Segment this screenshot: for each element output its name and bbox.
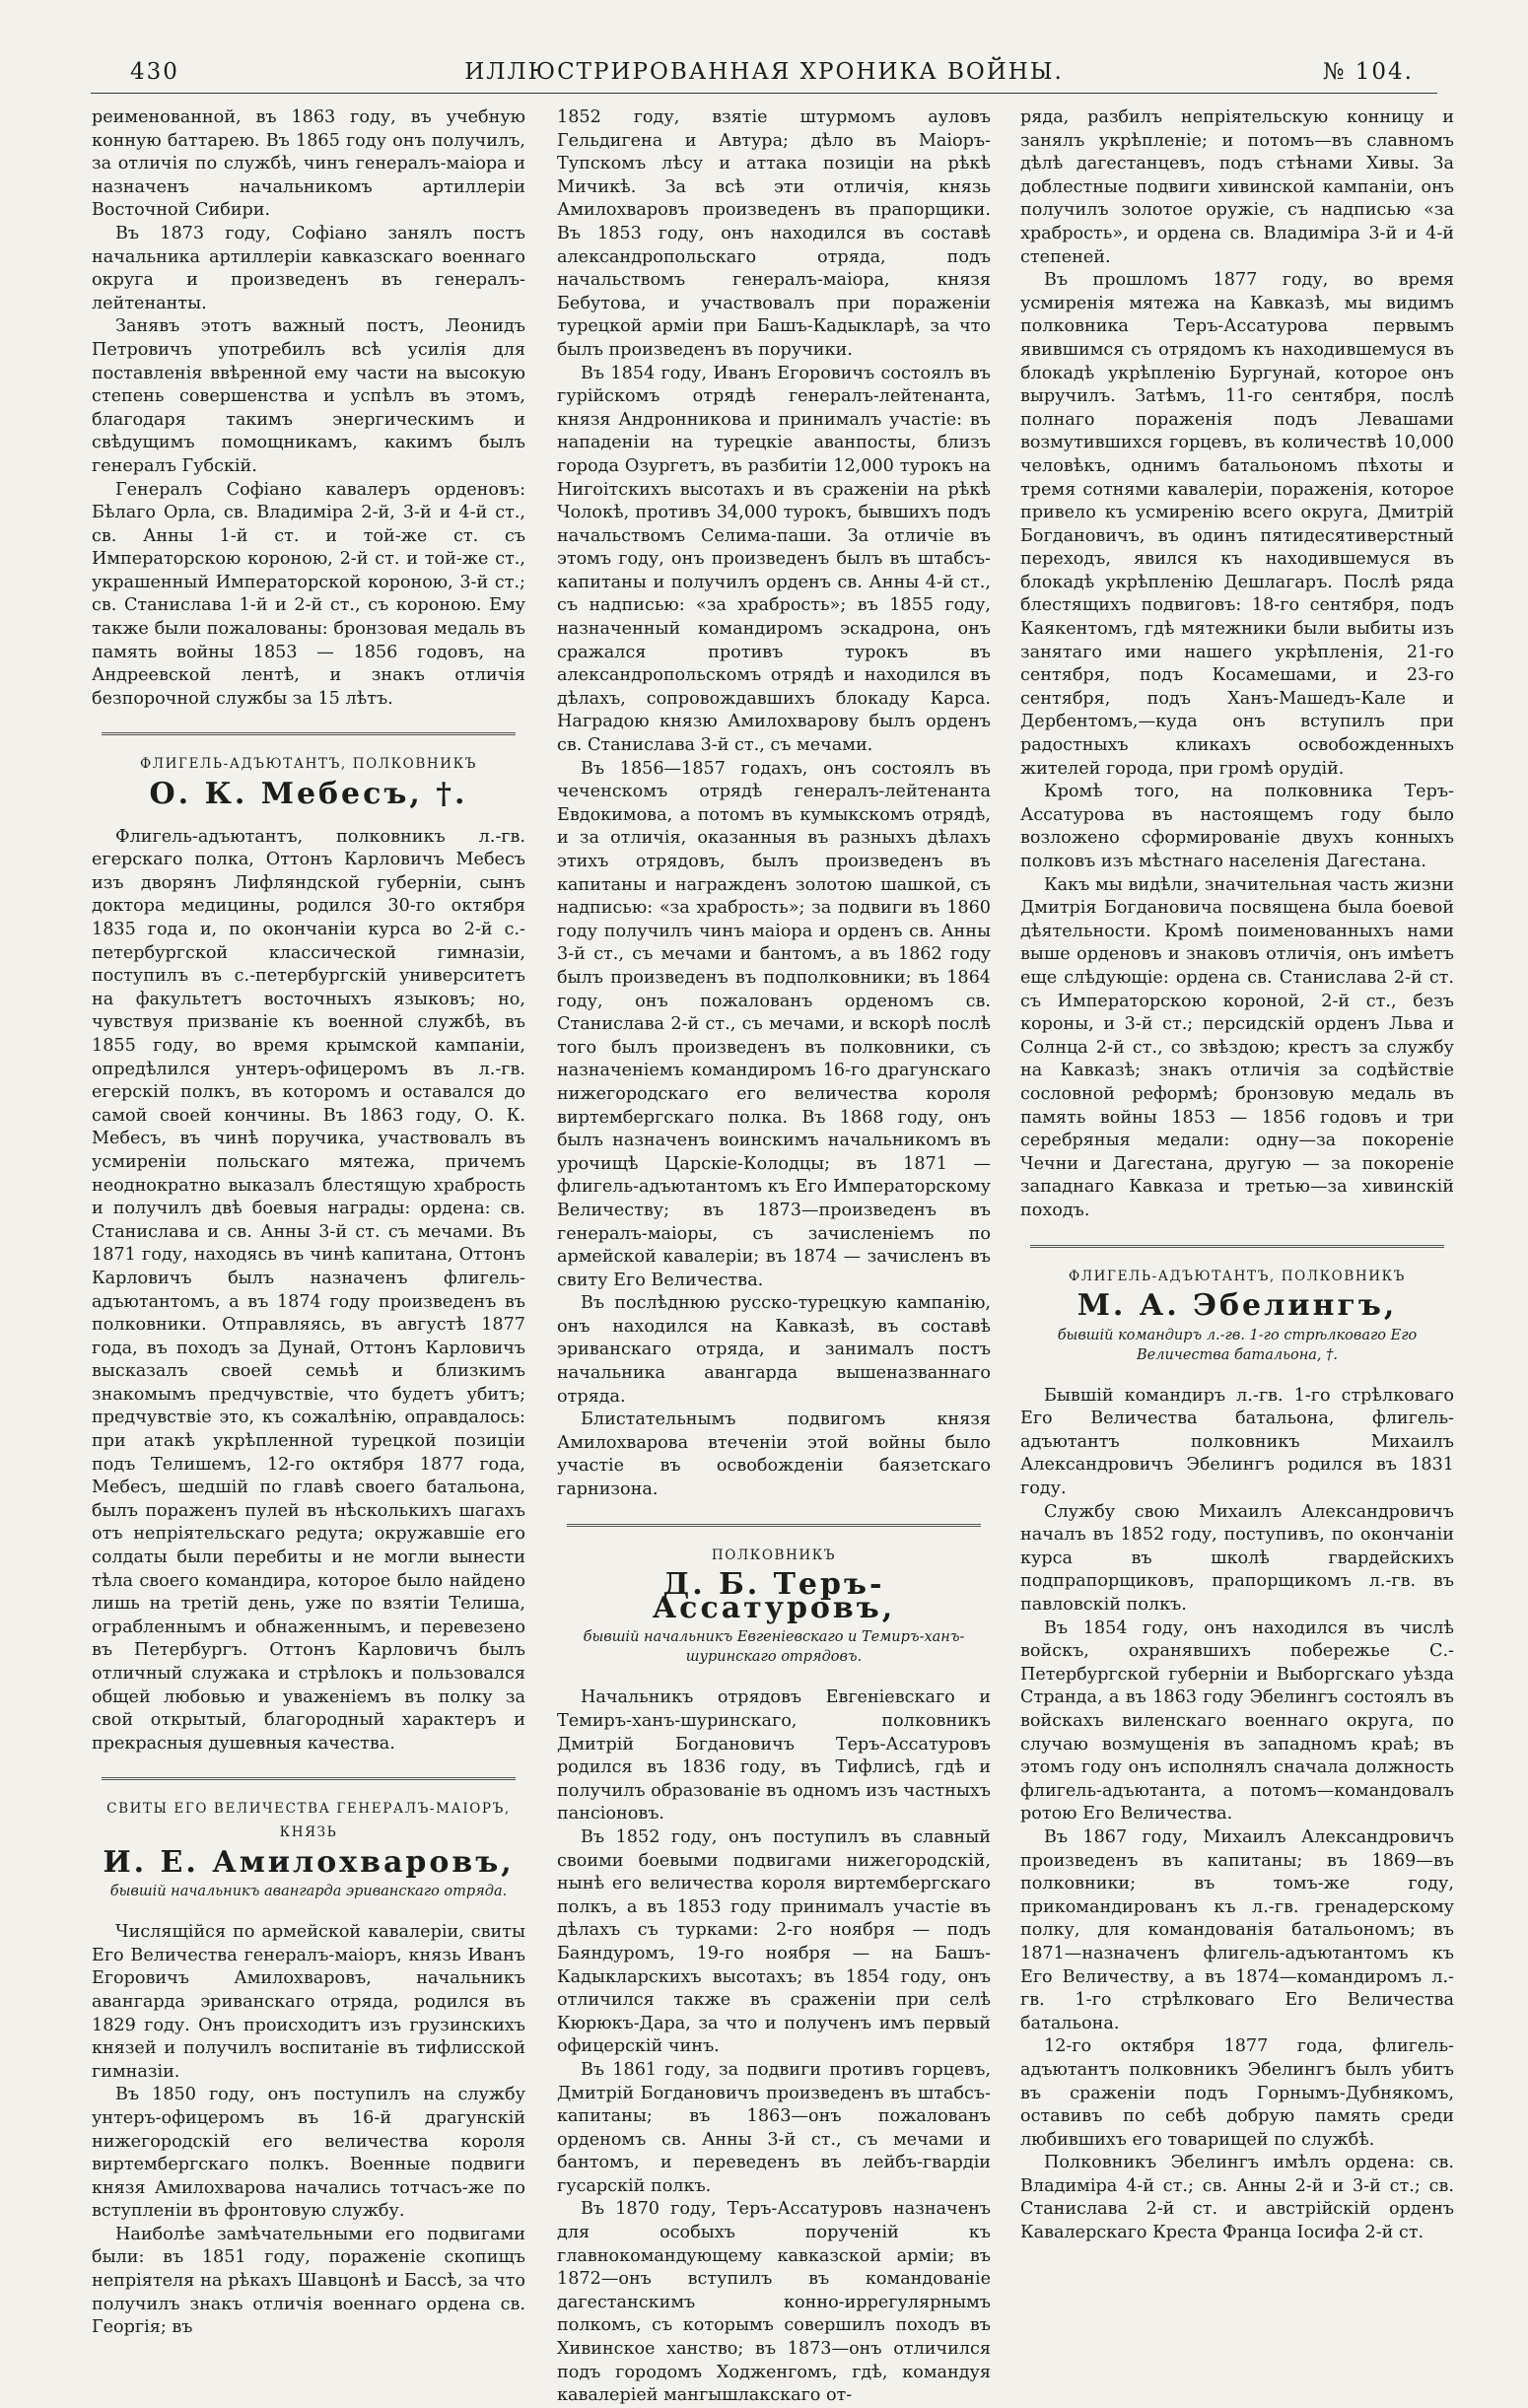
section-divider: [567, 1524, 981, 1527]
paragraph: 12-го октября 1877 года, флигель-адъютантъ полковникъ Эбелингъ былъ убитъ въ сраженіи подъ Горнымъ-Дубнякомъ, оставивъ по себѣ добрую память среди любившихъ его товарищей по службѣ.: [1020, 2036, 1454, 2150]
paragraph: Въ 1852 году, онъ поступилъ въ славный своими боевыми подвигами нижегородскій, нынѣ его величества короля виртембергскаго полкъ, а въ 1853 году принималъ участіе въ дѣлахъ съ турками: 2-го ноября — подъ Баяндуромъ, 19-го ноября — на Башъ-Кадыкларскихъ высотахъ; въ 1854 году, онъ отличился также въ сраженіи при селѣ Кюрюкъ-Дара, за что и полученъ имъ первый офицерскій чинъ.: [557, 1826, 991, 2057]
paragraph: Бывшій командиръ л.-гв. 1-го стрѣлковаго Его Величества батальона, флигель-адъютантъ полковникъ Михаилъ Александровичъ Эбелингъ родился въ 1831 году.: [1020, 1385, 1454, 1499]
bio-rank: СВИТЫ ЕГО ВЕЛИЧЕСТВА ГЕНЕРАЛЪ-МАІОРЪ, КНЯЗЬ: [106, 1801, 511, 1840]
paragraph: Въ 1854 году, онъ находился въ числѣ войскъ, охранявшихъ побережье С.-Петербургской губерніи и Выборгскаго уѣзда Странда, а въ 1863 году Эбелингъ состоялъ въ войскахъ виленскаго военнаго округа, по случаю возмущенія въ западномъ краѣ; въ этомъ году онъ исполнялъ сначала должность флигель-адъютанта, а потомъ—командовалъ ротою Его Величества.: [1020, 1617, 1454, 1824]
page-number: 430: [130, 59, 179, 85]
bio-name: Д. Б. Теръ-Ассатуровъ,: [652, 1567, 896, 1625]
bio-name: М. А. Эбелингъ,: [1077, 1288, 1398, 1324]
paragraph: Въ послѣднюю русско-турецкую кампанію, онъ находился на Кавказѣ, въ составѣ эриванскаго отряда, и занималъ постъ начальника авангарда вышеназваннаго отряда.: [557, 1293, 991, 1407]
bio-subtitle: бывшій начальникъ авангарда эриванскаго отряда.: [109, 1884, 508, 1900]
paragraph: Въ 1856—1857 годахъ, онъ состоялъ въ чеченскомъ отрядѣ генералъ-лейтенанта Евдокимова, а потомъ въ кумыкскомъ отрядѣ, и за отличія, оказанныя въ разныхъ дѣлахъ этихъ отрядовъ, былъ произведенъ въ капитаны и награжденъ золотою шашкой, съ надписью: «за храбрость»; за подвиги въ 1860 году получилъ чинъ маіора и орденъ св. Анны 3-й ст., съ мечами и бантомъ, а въ 1862 году былъ произведенъ въ подполковники; въ 1864 году, онъ пожалованъ орденомъ св. Станислава 2-й ст., съ мечами, и вскорѣ послѣ того былъ произведенъ въ полковники, съ назначеніемъ командиромъ 16-го драгунскаго нижегородскаго его величества короля виртембергскаго полка. Въ 1868 году, онъ былъ назначенъ воинскимъ начальникомъ въ урочищѣ Царскіе-Колодцы; въ 1871 — флигель-адъютантомъ къ Его Императорскому Величеству; въ 1873—произведенъ въ генералъ-маіоры, съ зачисленіемъ по армейской кавалеріи; въ 1874 — зачисленъ въ свиту Его Величества.: [557, 758, 991, 1290]
paragraph: Въ 1870 году, Теръ-Ассатуровъ назначенъ для особыхъ порученій къ главнокомандующему кавказской арміи; въ 1872—онъ вступилъ въ командованіе дагестанскимъ конно-иррегулярнымъ полкомъ, съ которымъ совершилъ походъ въ Хивинское ханство; въ 1873—онъ отличился подъ городомъ Ходженгомъ, гдѣ, командуя кавалеріей мангышлакскаго от-: [557, 2199, 991, 2406]
paragraph: Флигель-адъютантъ, полковникъ л.-гв. егерскаго полка, Оттонъ Карловичъ Мебесъ изъ дворянъ Лифляндской губерніи, сынъ доктора медицины, родился 30-го октября 1835 года и, по окончаніи курса во 2-й с.-петербургской классической гимназіи, поступилъ въ с.-петербургскій университетъ на факультетъ восточныхъ языковъ; но, чувствуя призваніе къ военной службѣ, въ 1855 году, во время крымской кампаніи, опредѣлился унтеръ-офицеромъ въ л.-гв. егерскій полкъ, въ которомъ и оставался до самой своей кончины. Въ 1863 году, О. К. Мебесъ, въ чинѣ поручика, участвовалъ въ усмиреніи польскаго мятежа, причемъ неоднократно выказалъ блестящую храбрость и получилъ двѣ боевыя награды: ордена: св. Станислава и св. Анны 3-й ст. съ мечами. Въ 1871 году, находясь въ чинѣ капитана, Оттонъ Карловичъ былъ назначенъ флигель-адъютантомъ, а въ 1874 году произведенъ въ полковники. Отправляясь, въ августѣ 1877 года, въ походъ за Дунай, Оттонъ Карловичъ высказалъ своей семьѣ и близкимъ знакомымъ предчувствіе, что будетъ убитъ; предчувствіе это, къ сожалѣнію, оправдалось: при атакѣ укрѣпленной турецкой позиціи подъ Телишемъ, 12-го октября 1877 года, Мебесъ, шедшій по главѣ своего батальона, былъ пораженъ пулей въ нѣсколькихъ шагахъ отъ непріятельскаго редута; окружавшіе его солдаты были перебиты и не могли вынести тѣла своего командира, которое было найдено лишь на третій день, уже по взятіи Телиша, ограбленнымъ и обнаженнымъ, и перевезено въ Петербургъ. Оттонъ Карловичъ былъ отличный служака и стрѣлокъ и пользовался общей любовью и уваженіемъ въ полку за свой открытый, благородный характеръ и прекрасныя душевныя качества.: [92, 826, 525, 1754]
paragraph: Въ 1854 году, Иванъ Егоровичъ состоялъ въ гурійскомъ отрядѣ генералъ-лейтенанта, князя Андронникова и принималъ участіе: въ нападеніи на турецкіе аванпосты, близъ города Озургетъ, въ разбитіи 12,000 турокъ на Нигоітскихъ высотахъ и въ сраженіи на рѣкѣ Чолокѣ, противъ 34,000 турокъ, бывшихъ подъ начальствомъ Селима-паши. За отличіе въ этомъ году, онъ произведенъ былъ въ штабсъ-капитаны и получилъ орденъ св. Анны 4-й ст., съ надписью: «за храбрость»; въ 1855 году, назначенный командиромъ эскадрона, онъ сражался противъ турокъ въ александропольскомъ отрядѣ и находился въ дѣлахъ, сопровождавшихъ блокаду Карса. Наградою князю Амилохварову былъ орденъ св. Станислава 3-й ст., съ мечами.: [557, 363, 991, 756]
paragraph: Занявъ этотъ важный постъ, Леонидъ Петровичъ употребилъ всѣ усилія для поставленія ввѣренной ему части на высокую степень совершенства и успѣлъ въ этомъ, благодаря такимъ энергическимъ и свѣдущимъ помощникамъ, какимъ былъ генералъ Губскій.: [92, 316, 525, 476]
bio-name: О. К. Мебесъ, †.: [149, 777, 468, 812]
paragraph: Въ прошломъ 1877 году, во время усмиренія мятежа на Кавказѣ, мы видимъ полковника Теръ-Ассатурова первымъ явившимся съ отрядомъ къ находившемуся въ блокадѣ укрѣпленію Бургунай, которое онъ выручилъ. Затѣмъ, 11-го сентября, послѣ полнаго пораженія подъ Левашами возмутившихся горцевъ, въ количествѣ 10,000 человѣкъ, однимъ батальономъ пѣхоты и тремя сотнями кавалеріи, пораженія, которое привело къ усмиренію всего округа, Дмитрій Богдановичъ, въ одинъ пятидесятиверстный переходъ, явился къ находившемуся въ блокадѣ укрѣпленію Дешлагаръ. Послѣ ряда блестящихъ подвиговъ: 18-го сентября, подъ Каякентомъ, гдѣ мятежники были выбиты изъ занятаго ими нашего укрѣпленія, 21-го сентября, подъ Косамешами, и 23-го сентября, подъ Ханъ-Машедъ-Кале и Дербентомъ,—куда онъ вступилъ при радостныхъ кликахъ освобожденныхъ жителей города, при громѣ орудій.: [1020, 270, 1454, 779]
biography-heading-ebeling: [1020, 1266, 1454, 1365]
paragraph: 1852 году, взятіе штурмомъ ауловъ Гельдигена и Автура; дѣло въ Маіоръ-Тупскомъ лѣсу и аттака позиціи на рѣкѣ Мичикѣ. За всѣ эти отличія, князь Амилохваровъ произведенъ въ прапорщики. Въ 1853 году, онъ находился въ составѣ александропольскаго отряда, подъ начальствомъ генералъ-маіора, князя Бебутова, и участвовалъ при пораженіи турецкой арміи при Башъ-Кадыкларѣ, за что былъ произведенъ въ поручики.: [557, 107, 991, 360]
paragraph: Въ 1867 году, Михаилъ Александровичъ произведенъ въ капитаны; въ 1869—въ полковники; въ томъ-же году, прикомандированъ къ л.-гв. гренадерскому полку, для командованія батальономъ; въ 1871—назначенъ флигель-адъютантомъ къ Его Величеству, а въ 1874—командиромъ л.-гв. 1-го стрѣлковаго Его Величества батальона.: [1020, 1826, 1454, 2033]
bio-name: И. Е. Амилохваровъ,: [103, 1844, 515, 1880]
column-2: [557, 106, 991, 2406]
bio-subtitle: бывшій командиръ л.-гв. 1-го стрѣлковаго Его Величества батальона, †.: [1057, 1327, 1418, 1363]
column-1: [92, 106, 525, 2338]
paragraph: Числящійся по армейской кавалеріи, свиты Его Величества генералъ-маіоръ, князь Иванъ Егоровичъ Амилохваровъ, начальникъ авангарда эриванскаго отряда, родился въ 1829 году. Онъ происходитъ изъ грузинскихъ князей и получилъ воспитаніе въ тифлисской гимназіи.: [92, 1922, 525, 2082]
bio-rank: ФЛИГЕЛЬ-АДЪЮТАНТЪ, ПОЛКОВНИКЪ: [1069, 1268, 1406, 1284]
biography-heading-mebes: [92, 753, 525, 812]
paragraph: Начальникъ отрядовъ Евгеніевскаго и Темиръ-ханъ-шуринскаго, полковникъ Дмитрій Богдановичъ Теръ-Ассатуровъ родился въ 1836 году, въ Тифлисѣ, гдѣ и получилъ образованіе въ одномъ изъ частныхъ пансіоновъ.: [557, 1687, 991, 1824]
paragraph: Полковникъ Эбелингъ имѣлъ ордена: св. Владиміра 4-й ст.; св. Анны 2-й и 3-й ст.; св. Станислава 2-й ст. и австрійскій орденъ Кавалерскаго Креста Франца Іосифа 2-й ст.: [1020, 2153, 1454, 2243]
bio-subtitle: бывшій начальникъ Евгеніевскаго и Темиръ-ханъ-шуринскаго отрядовъ.: [583, 1629, 965, 1666]
section-divider: [102, 1777, 516, 1780]
section-divider: [102, 732, 516, 735]
section-divider: [1030, 1245, 1444, 1248]
bio-rank: ПОЛКОВНИКЪ: [711, 1547, 837, 1563]
paragraph: Службу свою Михаилъ Александровичъ началъ въ 1852 году, поступивъ, по окончаніи курса въ школѣ гвардейскихъ подпрапорщиковъ, прапорщикомъ л.-гв. въ павловскій полкъ.: [1020, 1501, 1454, 1616]
paragraph: ряда, разбилъ непріятельскую конницу и занялъ укрѣпленіе; и потомъ—въ славномъ дѣлѣ дагестанцевъ, подъ стѣнами Хивы. За доблестные подвиги хивинской кампаніи, онъ получилъ золотое оружіе, съ надписью «за храбрость», и ордена св. Владиміра 3-й и 4-й степеней.: [1020, 107, 1454, 267]
paragraph: Блистательнымъ подвигомъ князя Амилохварова втеченіи этой войны было участіе въ освобожденіи баязетскаго гарнизона.: [557, 1410, 991, 1500]
paragraph: реименованной, въ 1863 году, въ учебную конную баттарею. Въ 1865 году онъ получилъ, за отличія по службѣ, чинъ генералъ-маіора и назначенъ начальникомъ артиллеріи Восточной Сибири.: [92, 107, 525, 221]
publication-title: ИЛЛЮСТРИРОВАННАЯ ХРОНИКА ВОЙНЫ.: [464, 59, 1064, 85]
paragraph: Въ 1850 году, онъ поступилъ на службу унтеръ-офицеромъ въ 16-й драгунскій нижегородскій его величества короля виртембергскаго полкъ. Военные подвиги князя Амилохварова начались тотчасъ-же по вступленіи въ фронтовую службу.: [92, 2085, 525, 2222]
column-3: [1020, 106, 1454, 2243]
bio-rank: ФЛИГЕЛЬ-АДЪЮТАНТЪ, ПОЛКОВНИКЪ: [140, 756, 477, 773]
paragraph: Генералъ Софіано кавалеръ орденовъ: Бѣлаго Орла, св. Владиміра 2-й, 3-й и 4-й ст., св. Анны 1-й ст. и той-же ст. съ Императорскою короною, 2-й ст. и той-же ст., украшенный Императорской короною, 3-й ст.; св. Станислава 1-й и 2-й ст., съ короною. Ему также были пожалованы: бронзовая медаль въ память войны 1853 — 1856 годовъ, на Андреевской лентѣ, и знакъ отличія безпорочной службы за 15 лѣтъ.: [92, 479, 525, 709]
running-head: [91, 57, 1437, 94]
issue-number: № 104.: [1322, 59, 1414, 85]
paragraph: Въ 1861 году, за подвиги противъ горцевъ, Дмитрій Богдановичъ произведенъ въ штабсъ-капитаны; въ 1863—онъ пожалованъ орденомъ св. Анны 3-й ст., съ мечами и бантомъ, и переведенъ въ лейбъ-гвардіи гусарскій полкъ.: [557, 2059, 991, 2196]
paragraph: Въ 1873 году, Софіано занялъ постъ начальника артиллеріи кавказскаго военнаго округа и произведенъ въ генералъ-лейтенанты.: [92, 223, 525, 313]
paragraph: Кромѣ того, на полковника Теръ-Ассатурова въ настоящемъ году было возложено сформированіе двухъ конныхъ полковъ изъ мѣстнаго населенія Дагестана.: [1020, 782, 1454, 871]
paragraph: Какъ мы видѣли, значительная часть жизни Дмитрія Богдановича посвящена была боевой дѣятельности. Кромѣ поименованныхъ нами выше орденовъ и знаковъ отличія, онъ имѣетъ еще слѣдующіе: ордена св. Станислава 2-й ст. съ Императорскою короной, 2-й ст., безъ короны, и 3-й ст.; персидскій орденъ Льва и Солнца 2-й ст., со звѣздою; крестъ за службу на Кавказѣ; знакъ отличія за содѣйствіе сословной реформѣ; бронзовую медаль въ память войны 1853 — 1856 годовъ и три серебряныя медали: одну—за покореніе Чечни и Дагестана, другую — за покореніе западнаго Кавказа и третью—за хивинскій походъ.: [1020, 874, 1454, 1220]
biography-heading-amilokhvarov: [92, 1798, 525, 1901]
biography-heading-ter-assaturov: [557, 1545, 991, 1668]
paragraph: Наиболѣе замѣчательными его подвигами были: въ 1851 году, пораженіе скопищъ непріятеля на рѣкахъ Шавцонѣ и Бассѣ, за что получилъ знакъ отличія военнаго ордена св. Георгія; въ: [92, 2224, 525, 2338]
